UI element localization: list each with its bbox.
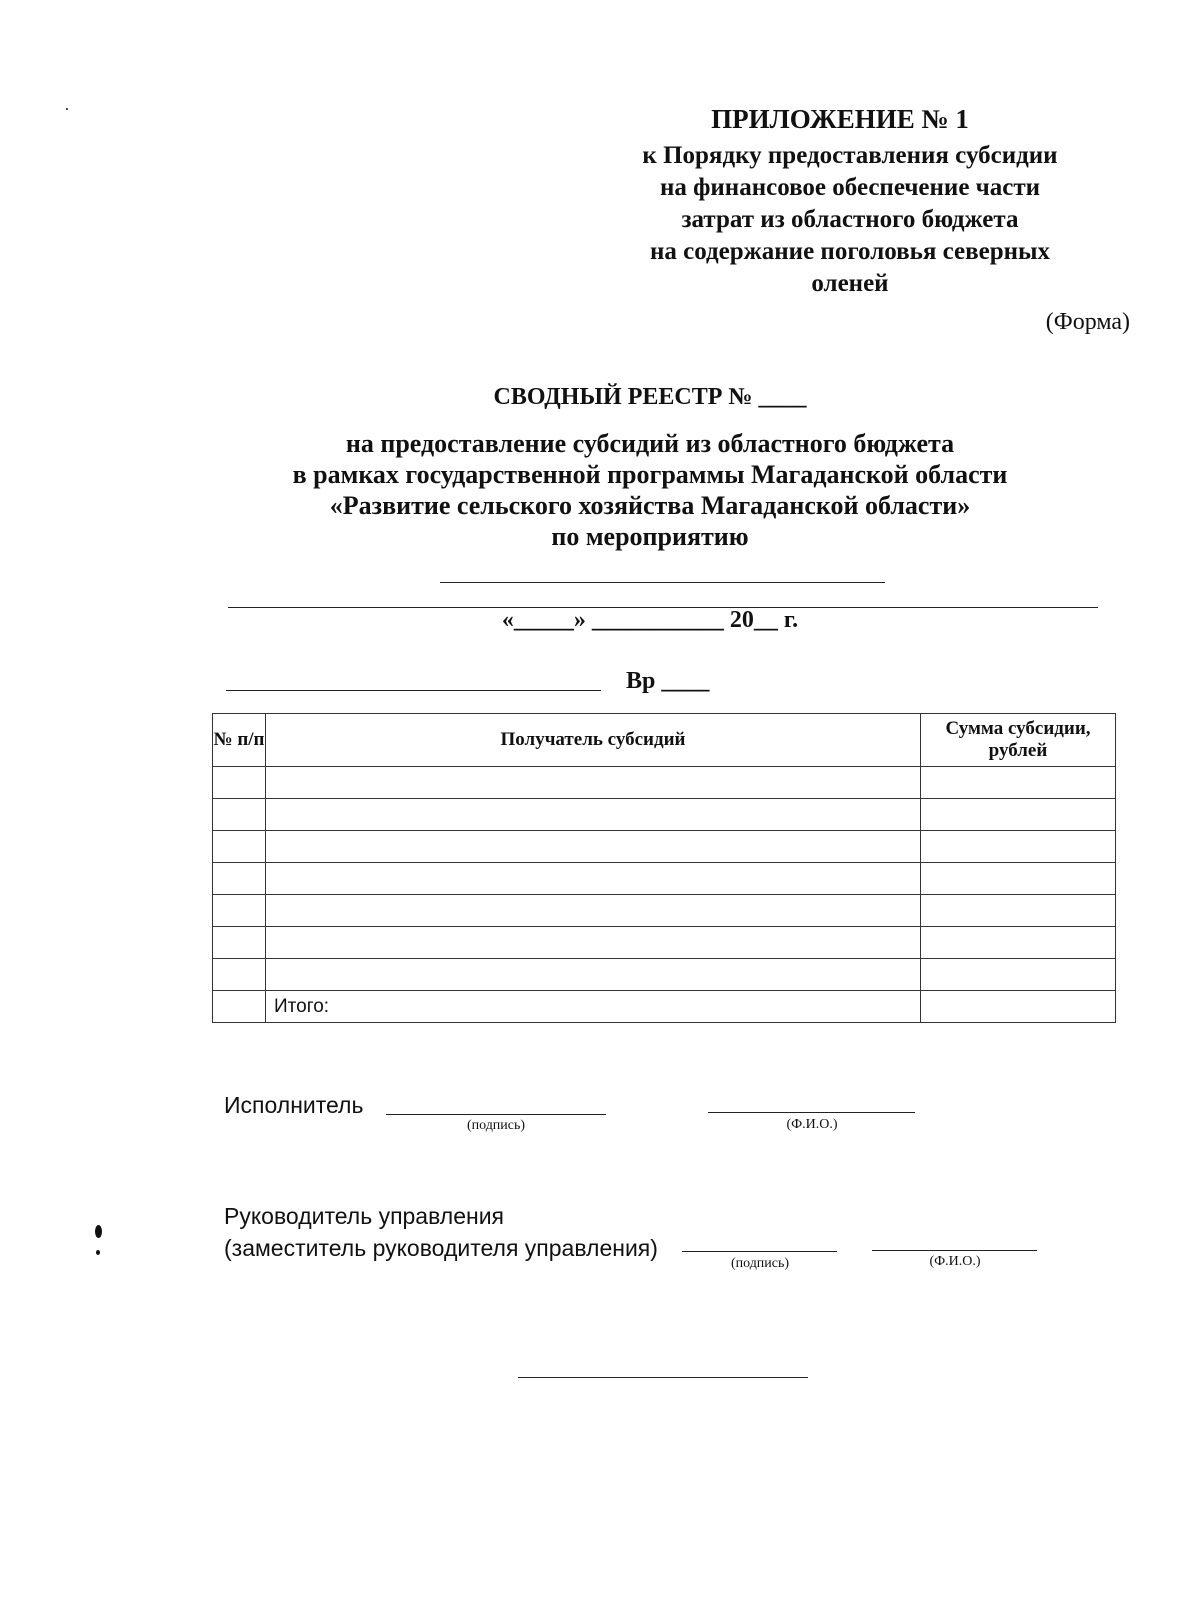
executor-name-line[interactable]: [708, 1112, 915, 1113]
number-cell[interactable]: [213, 895, 266, 927]
scan-speck: [95, 1225, 102, 1238]
table-row: [213, 927, 1116, 959]
number-cell[interactable]: [213, 767, 266, 799]
table-row: [213, 959, 1116, 991]
register-line: на предоставление субсидий из областного бюджета: [345, 429, 955, 458]
table-row: [213, 863, 1116, 895]
amount-cell[interactable]: [921, 927, 1116, 959]
appendix-line: на финансовое обеспечение части: [659, 174, 1041, 201]
register-line: в рамках государственной программы Магаданской области: [292, 460, 1008, 489]
recipient-cell[interactable]: [266, 863, 921, 895]
table-row: [213, 831, 1116, 863]
appendix-line: на содержание поголовья северных: [649, 238, 1051, 265]
register-subtitle: [230, 428, 1070, 552]
register-line: по мероприятию: [551, 522, 749, 551]
appendix-line: оленей: [811, 270, 889, 297]
number-cell[interactable]: [213, 927, 266, 959]
number-cell[interactable]: [213, 831, 266, 863]
register-date: «_____» ___________ 20__ г.: [501, 607, 799, 633]
amount-cell[interactable]: [921, 895, 1116, 927]
number-cell[interactable]: [213, 863, 266, 895]
recipient-cell[interactable]: [266, 799, 921, 831]
head-role-line: (заместитель руководителя управления): [224, 1235, 658, 1261]
closing-line: [518, 1377, 808, 1378]
table-total-row: [213, 991, 1116, 1023]
column-header-number: № п/п: [213, 714, 266, 767]
head-name-caption: (Ф.И.О.): [929, 1254, 981, 1269]
recipient-cell[interactable]: [266, 831, 921, 863]
scan-speck: [96, 1250, 100, 1255]
total-amount-cell[interactable]: [921, 991, 1116, 1023]
number-cell[interactable]: [213, 959, 266, 991]
amount-cell[interactable]: [921, 831, 1116, 863]
head-signature-line[interactable]: [682, 1251, 837, 1252]
head-name-line[interactable]: [872, 1250, 1037, 1251]
table-row: [213, 767, 1116, 799]
amount-cell[interactable]: [921, 799, 1116, 831]
recipient-cell[interactable]: [266, 927, 921, 959]
register-title: СВОДНЫЙ РЕЕСТР № ____: [493, 384, 807, 410]
scan-speck: [66, 108, 68, 110]
column-header-amount: Сумма субсидии, рублей: [921, 714, 1116, 767]
table-header-row: [213, 714, 1116, 767]
executor-signature-caption: (подпись): [466, 1118, 526, 1133]
amount-cell[interactable]: [921, 863, 1116, 895]
amount-cell[interactable]: [921, 767, 1116, 799]
form-label: (Форма): [1045, 309, 1130, 335]
recipient-cell[interactable]: [266, 959, 921, 991]
head-signature-caption: (подпись): [730, 1256, 790, 1271]
number-cell: [213, 991, 266, 1023]
vr-label: Вр ____: [626, 668, 710, 694]
table-row: [213, 799, 1116, 831]
number-cell[interactable]: [213, 799, 266, 831]
table-row: [213, 895, 1116, 927]
recipient-cell[interactable]: [266, 767, 921, 799]
appendix-line: к Порядку предоставления субсидии: [642, 142, 1058, 169]
appendix-subtitle: [610, 140, 1090, 300]
executor-signature-line[interactable]: [386, 1114, 606, 1115]
head-role: [224, 1200, 658, 1264]
recipient-cell[interactable]: [266, 895, 921, 927]
executor-role: Исполнитель: [224, 1092, 364, 1118]
activity-blank-line[interactable]: [440, 582, 885, 583]
total-label: Итого:: [266, 991, 921, 1023]
executor-name-caption: (Ф.И.О.): [786, 1117, 838, 1132]
amount-cell[interactable]: [921, 959, 1116, 991]
appendix-title: ПРИЛОЖЕНИЕ № 1: [711, 104, 969, 134]
register-table: [212, 713, 1116, 1023]
appendix-line: затрат из областного бюджета: [681, 206, 1019, 233]
register-line: «Развитие сельского хозяйства Магаданской области»: [329, 491, 971, 520]
head-role-line: Руководитель управления: [224, 1203, 505, 1229]
vr-blank-line[interactable]: [226, 690, 601, 691]
column-header-recipient: Получатель субсидий: [266, 714, 921, 767]
